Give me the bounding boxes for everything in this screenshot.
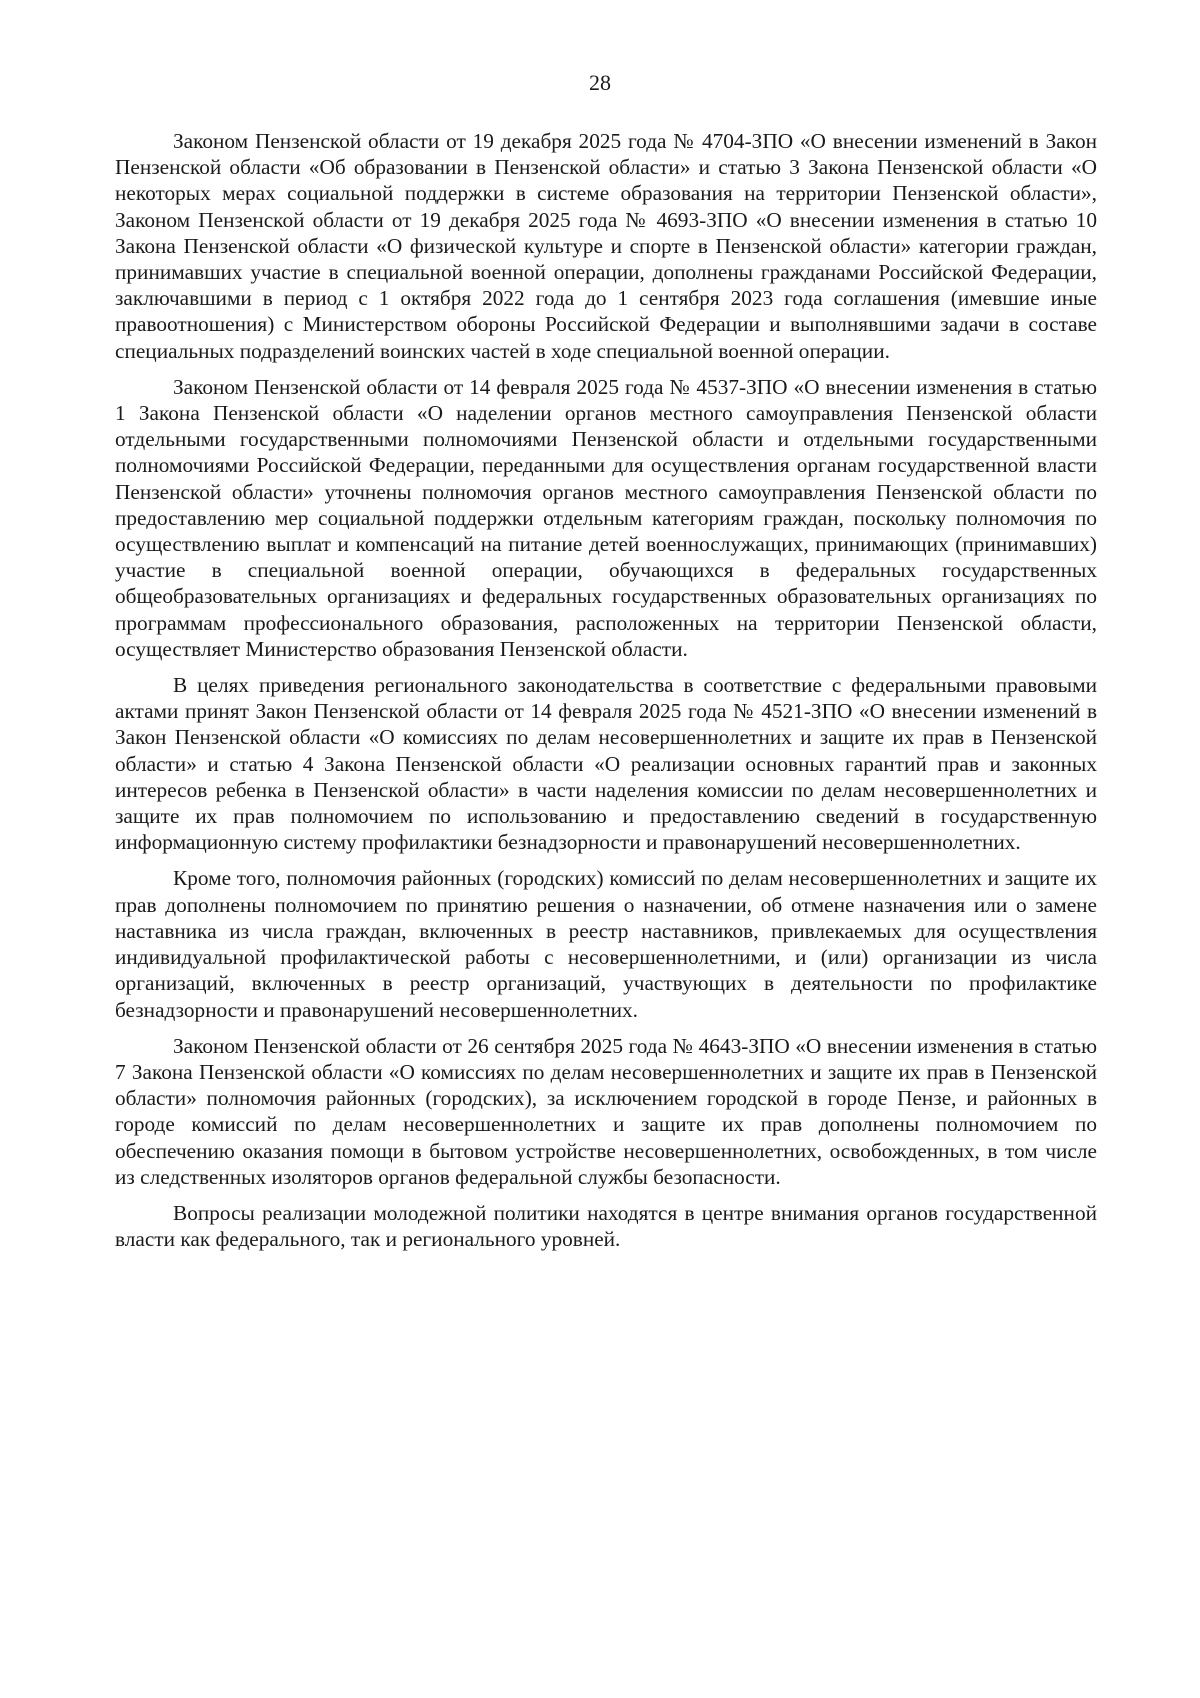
document-body	[115, 128, 1097, 1252]
paragraph-law-4537: Законом Пензенской области от 14 февраля 2025 года № 4537-ЗПО «О внесении изменения в статью 1 Закона Пензенской области «О наделении органов местного самоуправления Пензенской области отдельными государственными полномочиями Пензенской области и отдельными государственными полномочиями Российской Федерации, переданными для осуществления органам государственной власти Пензенской области» уточнены полномочия органов местного самоуправления Пензенской области по предоставлению мер социальной поддержки отдельным категориям граждан, поскольку полномочия по осуществлению выплат и компенсаций на питание детей военнослужащих, принимающих (принимавших) участие в специальной военной операции, обучающихся в федеральных государственных общеобразовательных организациях и федеральных государственных образовательных организациях по программам профессионального образования, расположенных на территории Пензенской области, осуществляет Министерство образования Пензенской области.	[115, 374, 1097, 661]
paragraph-law-4704-4693: Законом Пензенской области от 19 декабря 2025 года № 4704-ЗПО «О внесении изменений в Закон Пензенской области «Об образовании в Пензенской области» и статью 3 Закона Пензенской области «О некоторых мерах социальной поддержки в системе образования на территории Пензенской области», Законом Пензенской области от 19 декабря 2025 года № 4693-ЗПО «О внесении изменения в статью 10 Закона Пензенской области «О физической культуре и спорте в Пензенской области» категории граждан, принимавших участие в специальной военной операции, дополнены гражданами Российской Федерации, заключавшими в период с 1 октября 2022 года до 1 сентября 2023 года соглашения (имевшие иные правоотношения) с Министерством обороны Российской Федерации и выполнявшими задачи в составе специальных подразделений воинских частей в ходе специальной военной операции.	[115, 129, 1097, 363]
paragraph-law-4643: Законом Пензенской области от 26 сентября 2025 года № 4643-ЗПО «О внесении изменения в статью 7 Закона Пензенской области «О комиссиях по делам несовершеннолетних и защите их прав в Пензенской области» полномочия районных (городских), за исключением городской в городе Пензе, и районных в городе комиссий по делам несовершеннолетних и защите их прав дополнены полномочием по обеспечению оказания помощи в бытовом устройстве несовершеннолетних, освобожденных, в том числе из следственных изоляторов органов федеральной службы безопасности.	[115, 1033, 1097, 1189]
paragraph-law-4521: В целях приведения регионального законодательства в соответствие с федеральными правовыми актами принят Закон Пензенской области от 14 февраля 2025 года № 4521-ЗПО «О внесении изменений в Закон Пензенской области «О комиссиях по делам несовершеннолетних и защите их прав в Пензенской области» и статью 4 Закона Пензенской области «О реализации основных гарантий прав и законных интересов ребенка в Пензенской области» в части наделения комиссии по делам несовершеннолетних и защите их прав полномочием по использованию и предоставлению сведений в государственную информационную систему профилактики безнадзорности и правонарушений несовершеннолетних.	[115, 673, 1097, 855]
paragraph-commission-powers: Кроме того, полномочия районных (городских) комиссий по делам несовершеннолетних и защите их прав дополнены полномочием по принятию решения о назначении, об отмене назначения или о замене наставника из числа граждан, включенных в реестр наставников, привлекаемых для осуществления индивидуальной профилактической работы с несовершеннолетними, и (или) организации из числа организаций, включенных в реестр организаций, участвующих в деятельности по профилактике безнадзорности и правонарушений несовершеннолетних.	[115, 866, 1097, 1022]
paragraph-youth-policy: Вопросы реализации молодежной политики находятся в центре внимания органов государственной власти как федерального, так и регионального уровней.	[115, 1200, 1097, 1252]
page-number: 28	[589, 70, 611, 95]
